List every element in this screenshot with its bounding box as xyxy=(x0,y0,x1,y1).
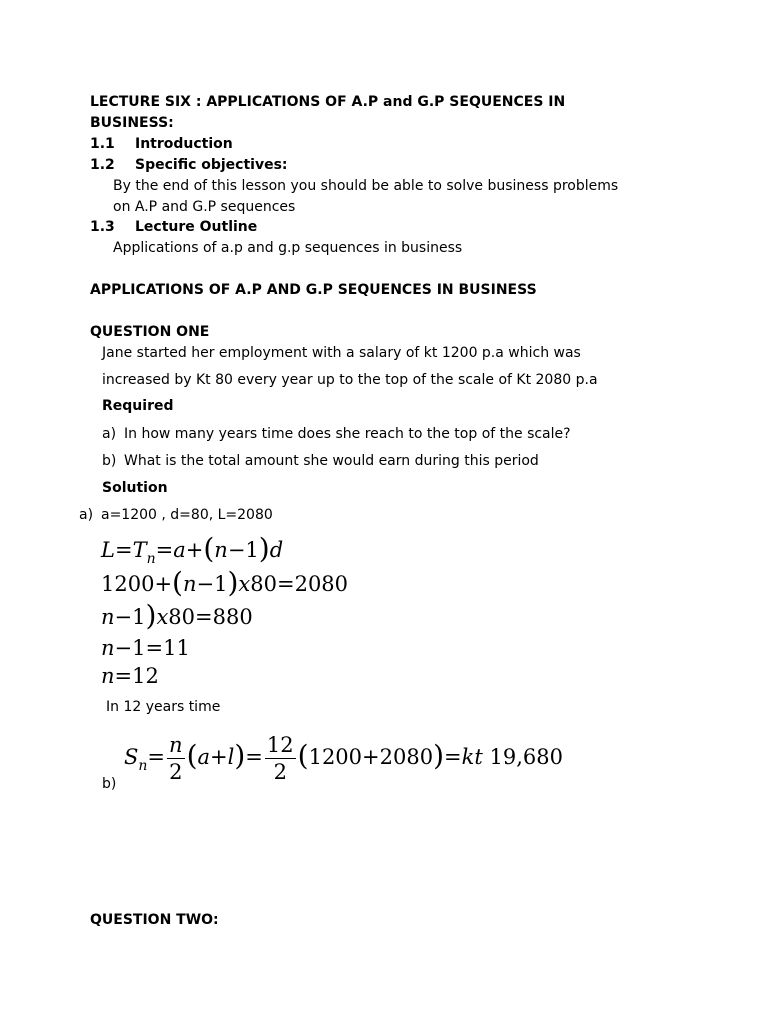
section-introduction xyxy=(90,134,233,154)
objectives-line2: on A.P and G.P sequences xyxy=(113,199,296,215)
given-label: a) xyxy=(79,507,94,523)
main-heading: APPLICATIONS OF A.P AND G.P SEQUENCES IN BUSINESS xyxy=(90,282,537,298)
eq-term: =12 xyxy=(114,664,159,688)
eq-term: 80=880 xyxy=(168,605,253,629)
section-title: Lecture Outline xyxy=(135,219,258,235)
eq-term: −1=11 xyxy=(114,636,190,660)
equation-substitution: 1200+(n−1)x80=2080 xyxy=(101,566,349,599)
equation-n-result xyxy=(101,662,159,690)
eq-symbol: a xyxy=(197,745,211,769)
eq-symbol: = xyxy=(147,745,166,769)
eq-subscript: n xyxy=(138,758,148,774)
eq-symbol: x xyxy=(238,572,251,596)
eq-term: −1 xyxy=(114,605,146,629)
eq-symbol: n xyxy=(101,664,115,688)
eq-symbol: = xyxy=(245,745,263,769)
fraction-numerator: n xyxy=(169,733,183,757)
part-b xyxy=(102,451,539,471)
required-label: Required xyxy=(102,398,174,414)
eq-symbol: −1 xyxy=(227,538,259,562)
equation-nth-term: $L=T_n=a+(n-1)d$ xyxy=(101,532,284,567)
eq-symbol: n xyxy=(101,605,115,629)
eq-symbol: S xyxy=(124,745,139,769)
section-outline xyxy=(90,217,257,237)
equation-sum: $S_n=$ $\frac{n}{2}$ (a+l)= $\frac{12}{2}$ (1200+2080)=kt 19,680 xyxy=(124,733,563,784)
fraction-denominator: 2 xyxy=(273,760,287,784)
eq-symbol: kt xyxy=(461,745,483,769)
eq-term: 1200+ xyxy=(101,572,173,596)
outline-text: Applications of a.p and g.p sequences in business xyxy=(113,240,463,256)
fraction-numerator: 12 xyxy=(266,733,294,757)
section-number: 1.3 xyxy=(90,219,115,235)
eq-term: −1 xyxy=(196,572,228,596)
given-text: a=1200 , d=80, L=2080 xyxy=(101,507,273,523)
fraction-n-over-2 xyxy=(167,732,185,785)
part-a-label: a) xyxy=(102,426,117,442)
eq-symbol: x xyxy=(156,605,169,629)
part-a-text: In how many years time does she reach to the top of the scale? xyxy=(124,426,571,442)
solution-label: Solution xyxy=(102,480,168,496)
part-b-text: What is the total amount she would earn during this period xyxy=(124,453,539,469)
eq-result: 19,680 xyxy=(489,745,563,769)
equation-simplify: n−1)x80=880 xyxy=(101,599,253,632)
section-title: Specific objectives: xyxy=(135,157,288,173)
eq-subscript: n xyxy=(146,551,156,567)
fraction-denominator: 2 xyxy=(169,760,183,784)
answer-a: In 12 years time xyxy=(106,699,221,715)
lecture-title-line2: BUSINESS: xyxy=(90,115,174,131)
eq-symbol: L xyxy=(101,538,115,562)
section-number: 1.1 xyxy=(90,136,115,152)
lecture-title xyxy=(90,92,565,112)
section-number: 1.2 xyxy=(90,157,115,173)
question-two-heading: QUESTION TWO: xyxy=(90,912,219,928)
eq-term: 1200+2080 xyxy=(308,745,434,769)
question-one-text-line2: increased by Kt 80 every year up to the top of the scale of Kt 2080 p.a xyxy=(102,372,598,388)
eq-symbol: a xyxy=(173,538,186,562)
question-one-heading: QUESTION ONE xyxy=(90,324,210,340)
eq-symbol: T xyxy=(132,538,147,562)
eq-symbol: l xyxy=(227,745,235,769)
part-a xyxy=(102,424,571,444)
question-one-text-line1: Jane started her employment with a salary of kt 1200 p.a which was xyxy=(102,345,581,361)
eq-symbol: = xyxy=(114,538,133,562)
given-values xyxy=(79,505,273,525)
eq-term: 80=2080 xyxy=(250,572,349,596)
part-b-label: b) xyxy=(102,453,117,469)
eq-symbol: + xyxy=(210,745,228,769)
eq-symbol: n xyxy=(182,572,197,596)
section-objectives xyxy=(90,155,288,175)
eq-symbol: = xyxy=(444,745,462,769)
solution-b-label: b) xyxy=(102,776,117,792)
eq-symbol: + xyxy=(185,538,204,562)
eq-symbol: n xyxy=(101,636,115,660)
fraction-12-over-2 xyxy=(265,732,296,785)
section-title: Introduction xyxy=(135,136,233,152)
objectives-line1: By the end of this lesson you should be able to solve business problems xyxy=(113,178,619,194)
lecture-title-line1: LECTURE SIX : APPLICATIONS OF A.P and G.P SEQUENCES IN xyxy=(90,94,566,110)
equation-n-minus-1 xyxy=(101,634,190,662)
eq-symbol: d xyxy=(269,538,284,562)
eq-symbol: = xyxy=(155,538,174,562)
eq-symbol: n xyxy=(214,538,228,562)
